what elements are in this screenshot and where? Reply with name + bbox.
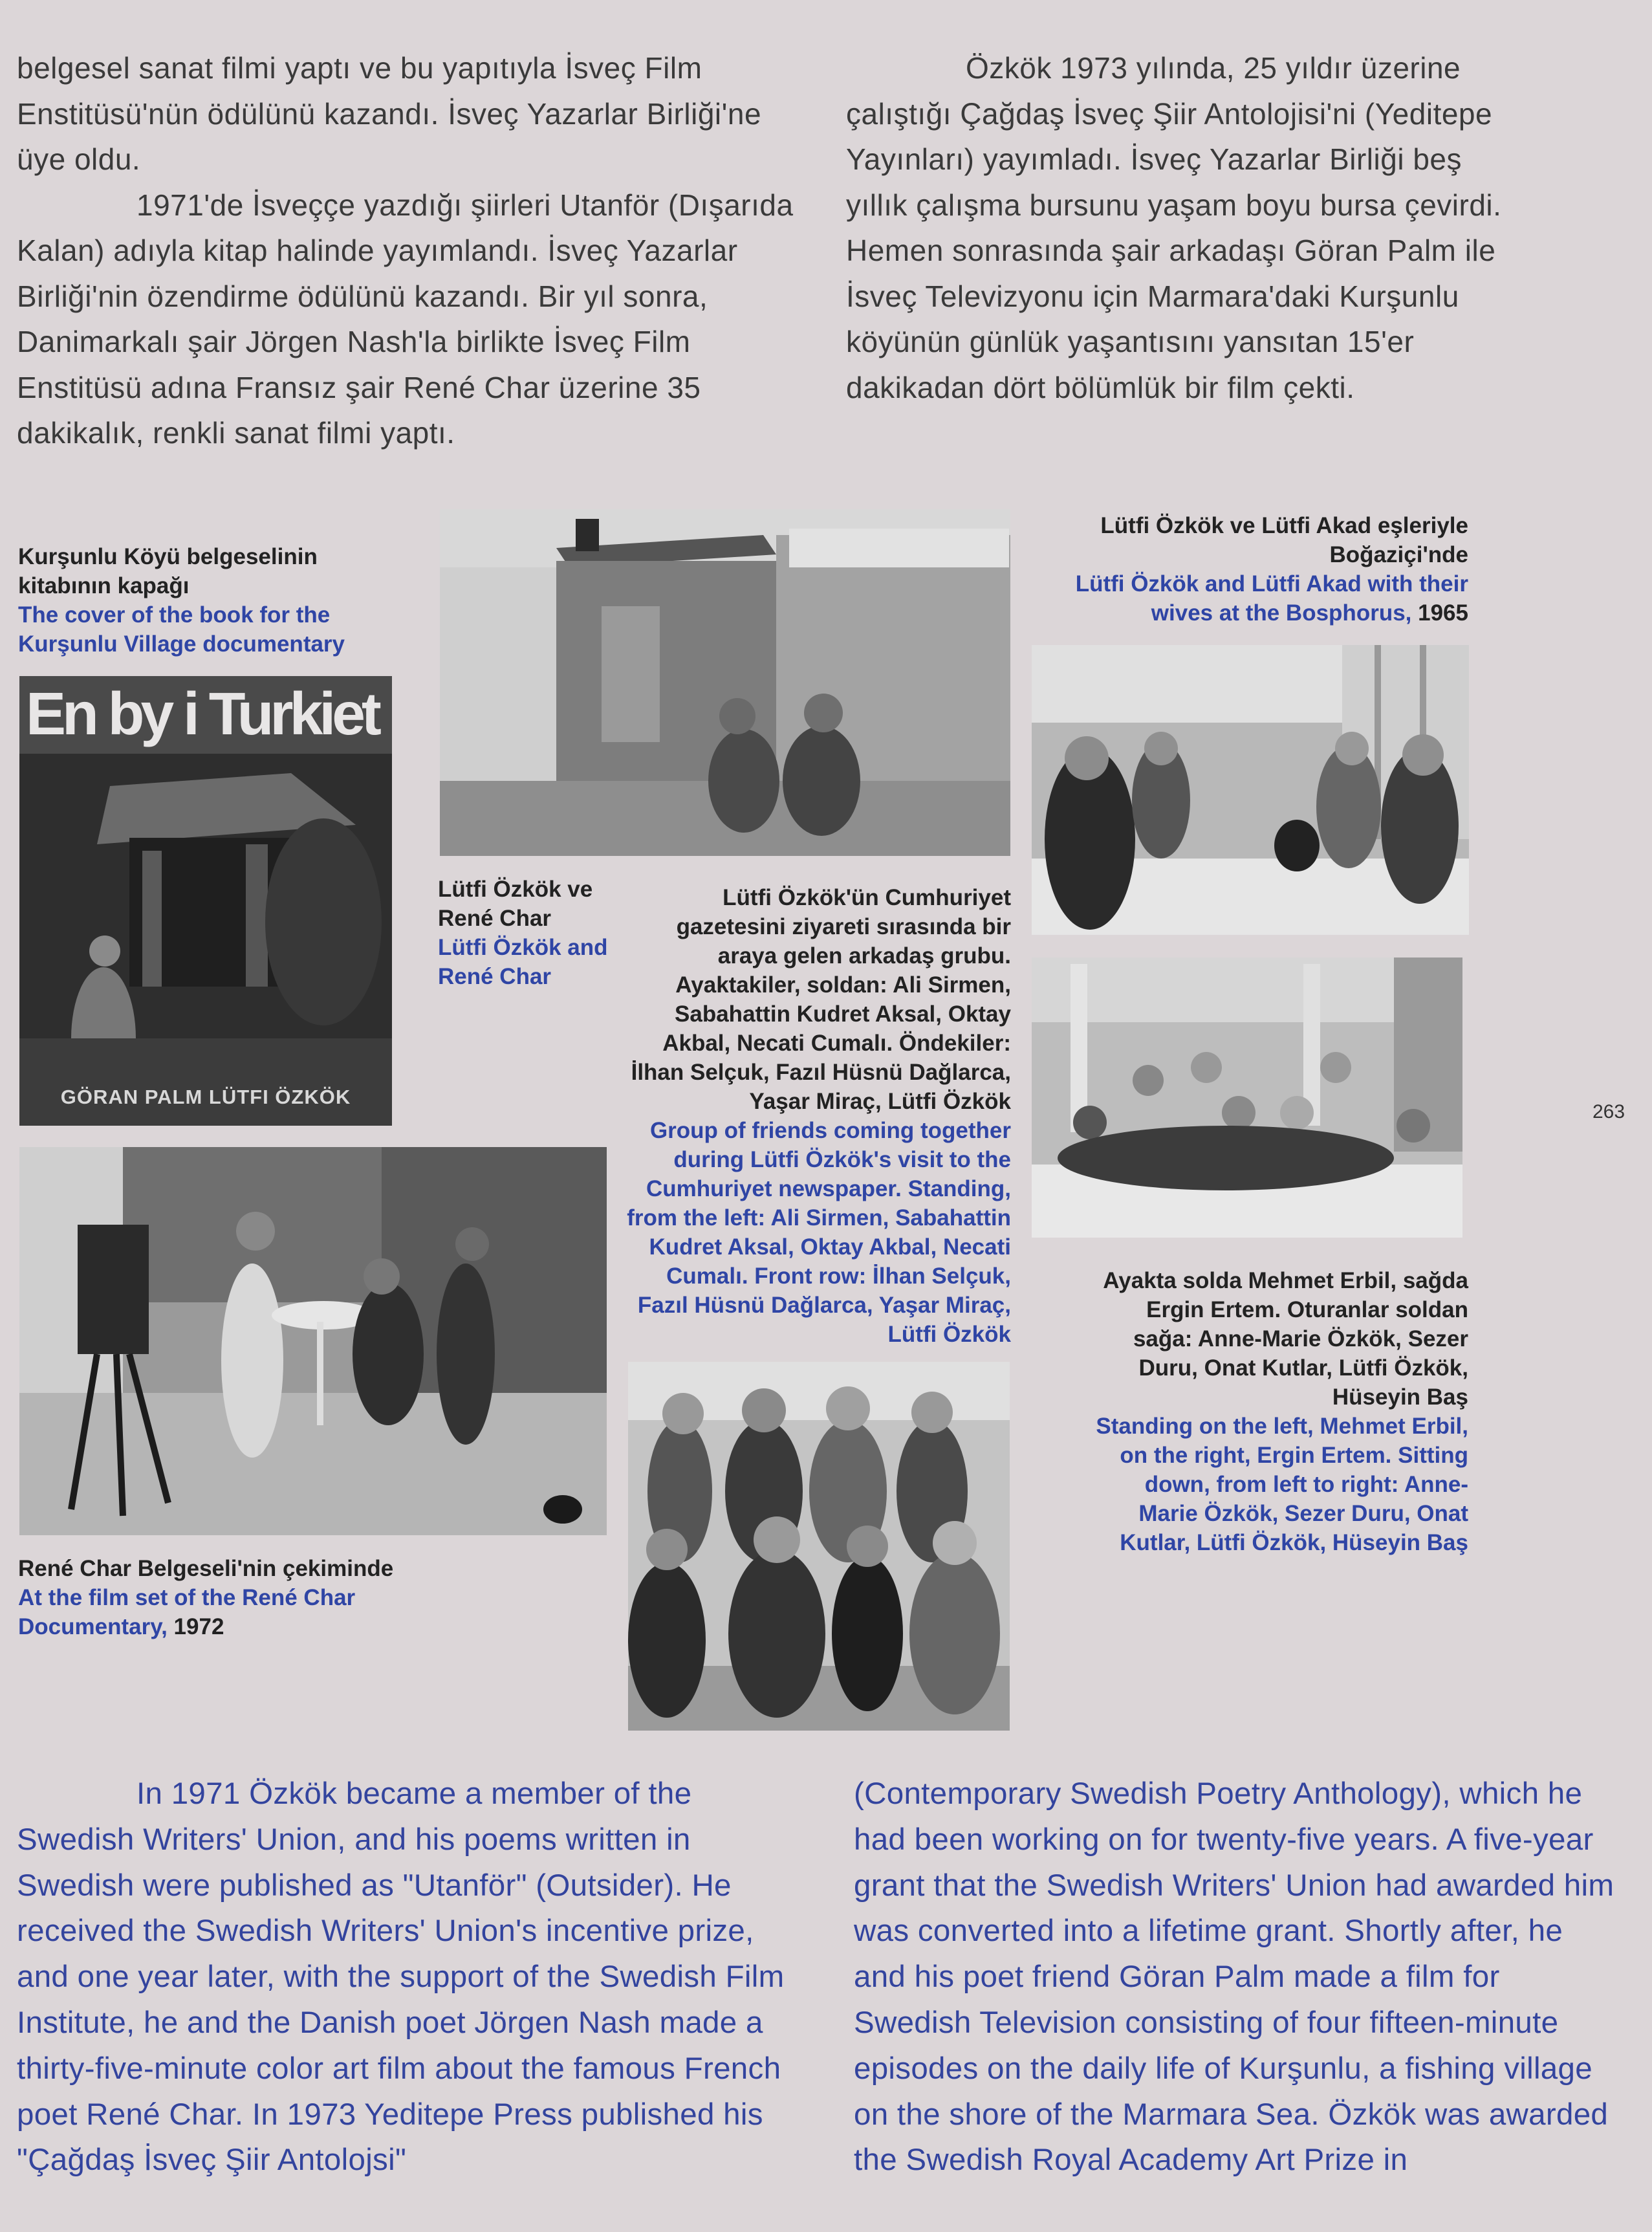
caption-turkish: Lütfi Özkök'ün Cumhuriyet gazetesini ziyareti sırasında bir araya gelen arkadaş grubu. Ayaktakiler, soldan: Ali Sirmen, Sabahattin Kudret Aksal, Oktay Akbal, Necati Cumalı. Öndekiler: İlhan Selçuk, Fazıl Hüsnü Dağlarca, Yaşar Miraç, Lütfi Özkök [631,885,1011,1114]
caption-english: The cover of the book for the Kurşunlu Village documentary [18,602,345,657]
caption-english: Standing on the left, Mehmet Erbil, on the right, Ergin Ertem. Sitting down, from left to right: Anne-Marie Özkök, Sezer Duru, Onat Kutlar, Lütfi Özkök, Hüseyin Baş [1096,1414,1468,1555]
photo-rene-char-film-set [19,1147,607,1535]
english-text-right [854,1771,1617,2183]
caption-erbil [1093,1266,1468,1557]
caption-english: Lütfi Özkök and Lütfi Akad with their wives at the Bosphorus, [1075,571,1468,626]
turkish-text-left [17,45,803,456]
caption-film-set [18,1554,413,1641]
english-text-left [17,1771,812,2183]
photo-akad-bosphorus [1032,645,1469,935]
caption-turkish: Ayakta solda Mehmet Erbil, sağda Ergin Ertem. Oturanlar soldan sağa: Anne-Marie Özkök, Sezer Duru, Onat Kutlar, Lütfi Özkök, Hüseyin Baş [1103,1268,1468,1410]
english-paragraph: In 1971 Özkök became a member of the Swedish Writers' Union, and his poems written in Swedish were published as "Utanför" (Outsider). He received the Swedish Writers' Union's incentive prize, and one year later, with the support of the Swedish Film Institute, he and the Danish poet Jörgen Nash made a thirty-five-minute color art film about the famous French poet René Char. In 1973 Yeditepe Press published his "Çağdaş İsveç Şiir Antolojsi" [17,1777,785,2178]
book-cover-photo [19,676,392,1126]
turkish-paragraph: belgesel sanat filmi yaptı ve bu yapıtıyla İsveç Film Enstitüsü'nün ödülünü kazandı. İsveç Yazarlar Birliği'ne üye oldu. [17,51,762,176]
book-authors: GÖRAN PALM LÜTFI ÖZKÖK [60,1086,351,1108]
caption-english: Group of friends coming together during Lütfi Özkök's visit to the Cumhuriyet newspaper. Standing, from the left: Ali Sirmen, Sabahattin Kudret Aksal, Oktay Akbal, Necati Cumalı. Front row: İlhan Selçuk, Fazıl Hüsnü Dağlarca, Yaşar Miraç, Lütfi Özkök [627,1118,1011,1347]
caption-english: At the film set of the René Char Documentary, [18,1585,356,1639]
caption-english: Lütfi Özkök and René Char [438,935,608,989]
caption-turkish: Lütfi Özkök ve René Char [438,877,593,931]
caption-turkish: Kurşunlu Köyü belgeselinin kitabının kapağı [18,544,318,598]
english-paragraph: (Contemporary Swedish Poetry Anthology), which he had been working on for twenty-five years. A five-year grant that the Swedish Writers' Union had awarded him was converted into a lifetime grant. Shortly after, he and his poet friend Göran Palm made a film for Swedish Television consisting of four fifteen-minute episodes on the daily life of Kurşunlu, a fishing village on the shore of the Marmara Sea. Özkök was awarded the Swedish Royal Academy Art Prize in [854,1777,1614,2178]
turkish-paragraph: 1971'de İsveççe yazdığı şiirleri Utanför (Dışarıda Kalan) adıyla kitap halinde yayımlandı. İsveç Yazarlar Birliği'nin özendirme ödülünü kazandı. Bir yıl sonra, Danimarkalı şair Jörgen Nash'la birlikte İsveç Film Enstitüsü adına Fransız şair René Char üzerine 35 dakikalık, renkli sanat filmi yaptı. [17,188,794,450]
caption-rene-char [438,875,625,991]
book-title: En by i Turkiet [26,680,378,747]
caption-turkish: René Char Belgeseli'nin çekiminde [18,1556,394,1581]
caption-cumhuriyet [621,883,1011,1349]
caption-year: 1965 [1418,600,1468,626]
caption-year: 1972 [173,1614,224,1639]
photo-cumhuriyet-group [628,1362,1010,1731]
caption-book-cover [18,542,380,659]
turkish-text-right [846,45,1516,410]
turkish-paragraph: Özkök 1973 yılında, 25 yıldır üzerine çalıştığı Çağdaş İsveç Şiir Antolojisi'ni (Yeditepe Yayınları) yayımladı. İsveç Yazarlar Birliği beş yıllık çalışma bursunu yaşam boyu bursa çevirdi. Hemen sonrasında şair arkadaşı Göran Palm ile İsveç Televizyonu için Marmara'daki Kurşunlu köyünün günlük yaşantısını yansıtan 15'er dakikadan dört bölümlük bir film çekti. [846,51,1502,404]
photo-ozkok-rene-char [440,509,1010,856]
caption-turkish: Lütfi Özkök ve Lütfi Akad eşleriyle Boğaziçi'nde [1100,513,1468,567]
photo-erbil-group [1032,957,1462,1238]
page-number: 263 [1592,1101,1625,1122]
caption-akad [1035,511,1468,628]
